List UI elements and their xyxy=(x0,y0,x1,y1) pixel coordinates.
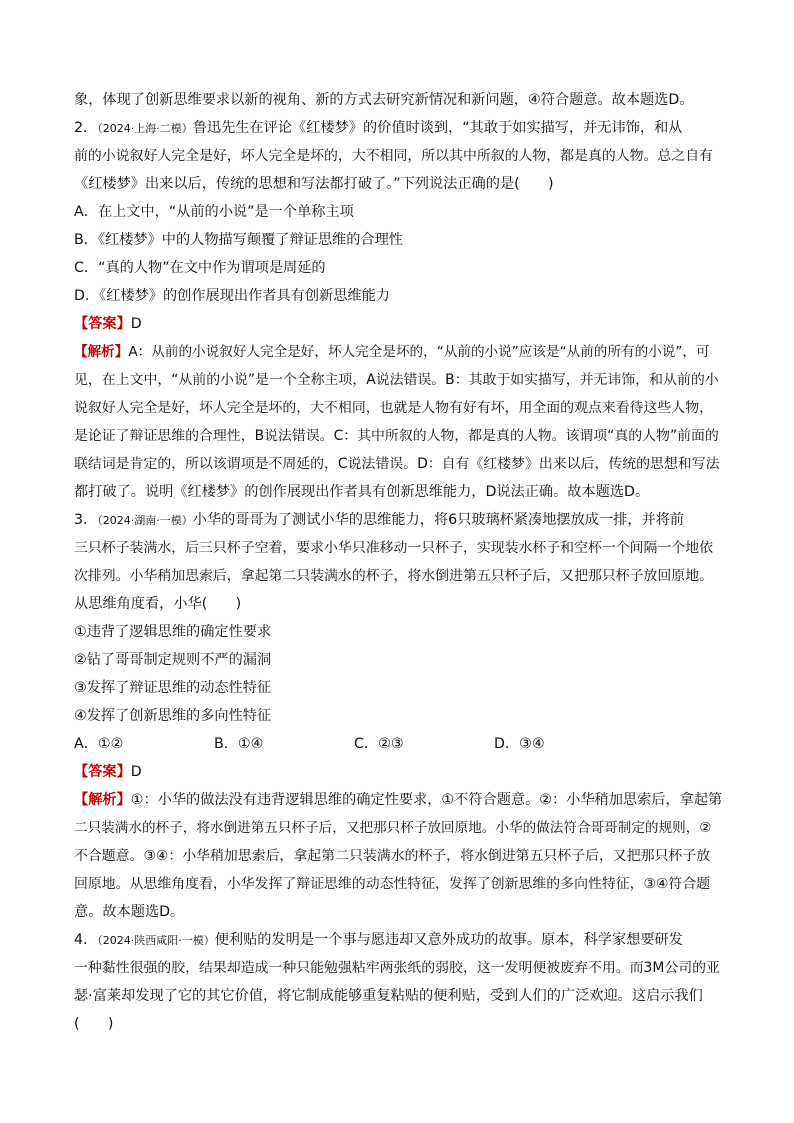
q3-analysis-line-5: 意。故本题选D。 xyxy=(74,904,185,920)
q2-number: 2． xyxy=(74,120,98,136)
q3-answer-value: D xyxy=(130,764,142,780)
q3-option-d: D．③④ xyxy=(494,736,545,752)
q3-option-c: C．②③ xyxy=(354,736,404,752)
q3-answer-tag: 【答案】 xyxy=(74,764,131,780)
q2-option-d: D．《红楼梦》的创作展现出作者具有创新思维能力 xyxy=(74,288,390,304)
q2-answer-tag: 【答案】 xyxy=(74,316,131,332)
q2-answer xyxy=(74,310,722,338)
q3-stem-line-3: 次排列。小华稍加思索后，拿起第二只装满水的杯子，将水倒进第五只杯子后，又把那只杯子放回原地。 xyxy=(74,568,713,584)
q2-analysis-line-3: 说叙好人完全是好，坏人完全是坏的，大不相同，也就是人物有好有坏，用全面的观点来看待这些人物， xyxy=(74,400,713,416)
q4-stem-line-3: 瑟·富莱却发现了它的其它价值，将它制成能够重复粘贴的便利贴，受到人们的广泛欢迎。这启示我们 xyxy=(74,988,703,1004)
q2-source: （2024·上海·二模） xyxy=(97,122,193,135)
q2-stem-text-1: 鲁迅先生在评论《红楼梦》的价值时谈到，“其敢于如实描写，并无讳饰，和从 xyxy=(192,120,683,136)
q2-option-c: C．“真的人物”在文中作为谓项是周延的 xyxy=(74,260,326,276)
q3-statement-2: ②钻了哥哥制定规则不严的漏洞 xyxy=(74,652,272,668)
q4-stem-line-1 xyxy=(74,926,722,954)
q3-analysis-tag: 【解析】 xyxy=(74,792,131,808)
q2-analysis-line-6: 都打破了。说明《红楼梦》的创作展现出作者具有创新思维能力，D说法正确。故本题选D。 xyxy=(74,484,650,500)
q4-stem-line-2: 一种黏性很强的胶，结果却造成一种只能勉强粘牢两张纸的弱胶，这一发明便被废弃不用。而3M公司的亚 xyxy=(74,960,720,976)
q2-option-a: A．在上文中，“从前的小说”是一个单称主项 xyxy=(74,204,354,220)
q4-number: 4． xyxy=(74,932,98,948)
q4-source: （2024·陕西咸阳·一模） xyxy=(97,934,215,947)
q3-stem-line-1 xyxy=(74,506,722,534)
q2-stem-line-2: 前的小说叙好人完全是好，坏人完全是坏的，大不相同，所以其中所叙的人物，都是真的人物。总之自有 xyxy=(74,148,713,164)
q1-tail-text: 象，体现了创新思维要求以新的视角、新的方式去研究新情况和新问题，④符合题意。故本题选D。 xyxy=(74,92,694,108)
q3-source: （2024·湖南·一模） xyxy=(97,514,193,527)
q3-analysis-text-1: ①：小华的做法没有违背逻辑思维的确定性要求，①不符合题意。②：小华稍加思索后，拿起第 xyxy=(130,792,723,808)
q3-stem-line-4: 从思维角度看，小华( ) xyxy=(74,596,242,612)
q3-analysis-line-4: 回原地。从思维角度看，小华发挥了辩证思维的动态性特征，发挥了创新思维的多向性特征，③④符合题 xyxy=(74,876,711,892)
q2-option-b: B．《红楼梦》中的人物描写颠覆了辩证思维的合理性 xyxy=(74,232,403,248)
q4-stem-line-4: ( ) xyxy=(74,1016,114,1032)
question-content xyxy=(74,86,722,1038)
q3-statement-3: ③发挥了辩证思维的动态性特征 xyxy=(74,680,272,696)
q3-statement-4: ④发挥了创新思维的多向性特征 xyxy=(74,708,272,724)
q2-analysis-tag: 【解析】 xyxy=(74,344,129,360)
q2-analysis-line-5: 联结词是肯定的，所以该谓项是不周延的，C说法错误。D：自有《红楼梦》出来以后，传统的思想和写法 xyxy=(74,456,720,472)
q2-analysis-line-4: 是论证了辩证思维的合理性，B说法错误。C：其中所叙的人物，都是真的人物。该谓项“真的人物”前面的 xyxy=(74,428,719,444)
q3-analysis-line-3: 不合题意。③④：小华稍加思索后，拿起第二只装满水的杯子，将水倒进第五只杯子后，又把那只杯子放 xyxy=(74,848,711,864)
q3-option-a: A．①② xyxy=(74,736,124,752)
q3-statement-1: ①违背了逻辑思维的确定性要求 xyxy=(74,624,272,640)
q2-stem-line-3: 《红楼梦》出来以后，传统的思想和写法都打破了。”下列说法正确的是( ) xyxy=(74,176,554,192)
q3-stem-line-2: 三只杯子装满水，后三只杯子空着，要求小华只准移动一只杯子，实现装水杯子和空杯一个间隔一个地依 xyxy=(74,540,713,556)
q3-option-b: B．①④ xyxy=(214,736,264,752)
q2-analysis-text-1: A：从前的小说叙好人完全是好，坏人完全是坏的，“从前的小说”应该是“从前的所有的小说”，可 xyxy=(128,344,710,360)
q3-analysis-line-1 xyxy=(74,786,722,814)
q2-analysis-line-2: 见，在上文中，“从前的小说”是一个全称主项，A说法错误。B：其敢于如实描写，并无讳饰，和从前的小 xyxy=(74,372,719,388)
q2-answer-value: D xyxy=(130,316,142,332)
q3-number: 3． xyxy=(74,512,98,528)
q4-stem-text-1: 便利贴的发明是一个事与愿违却又意外成功的故事。原本，科学家想要研发 xyxy=(214,932,683,948)
q2-analysis-line-1 xyxy=(74,338,722,366)
q3-answer xyxy=(74,758,722,786)
q2-stem-line-1 xyxy=(74,114,722,142)
q3-options xyxy=(74,730,722,758)
q3-stem-text-1: 小华的哥哥为了测试小华的思维能力，将6只玻璃杯紧凑地摆放成一排，并将前 xyxy=(192,512,685,528)
q3-analysis-line-2: 二只装满水的杯子，将水倒进第五只杯子后，又把那只杯子放回原地。小华的做法符合哥哥制定的规则，② xyxy=(74,820,712,836)
